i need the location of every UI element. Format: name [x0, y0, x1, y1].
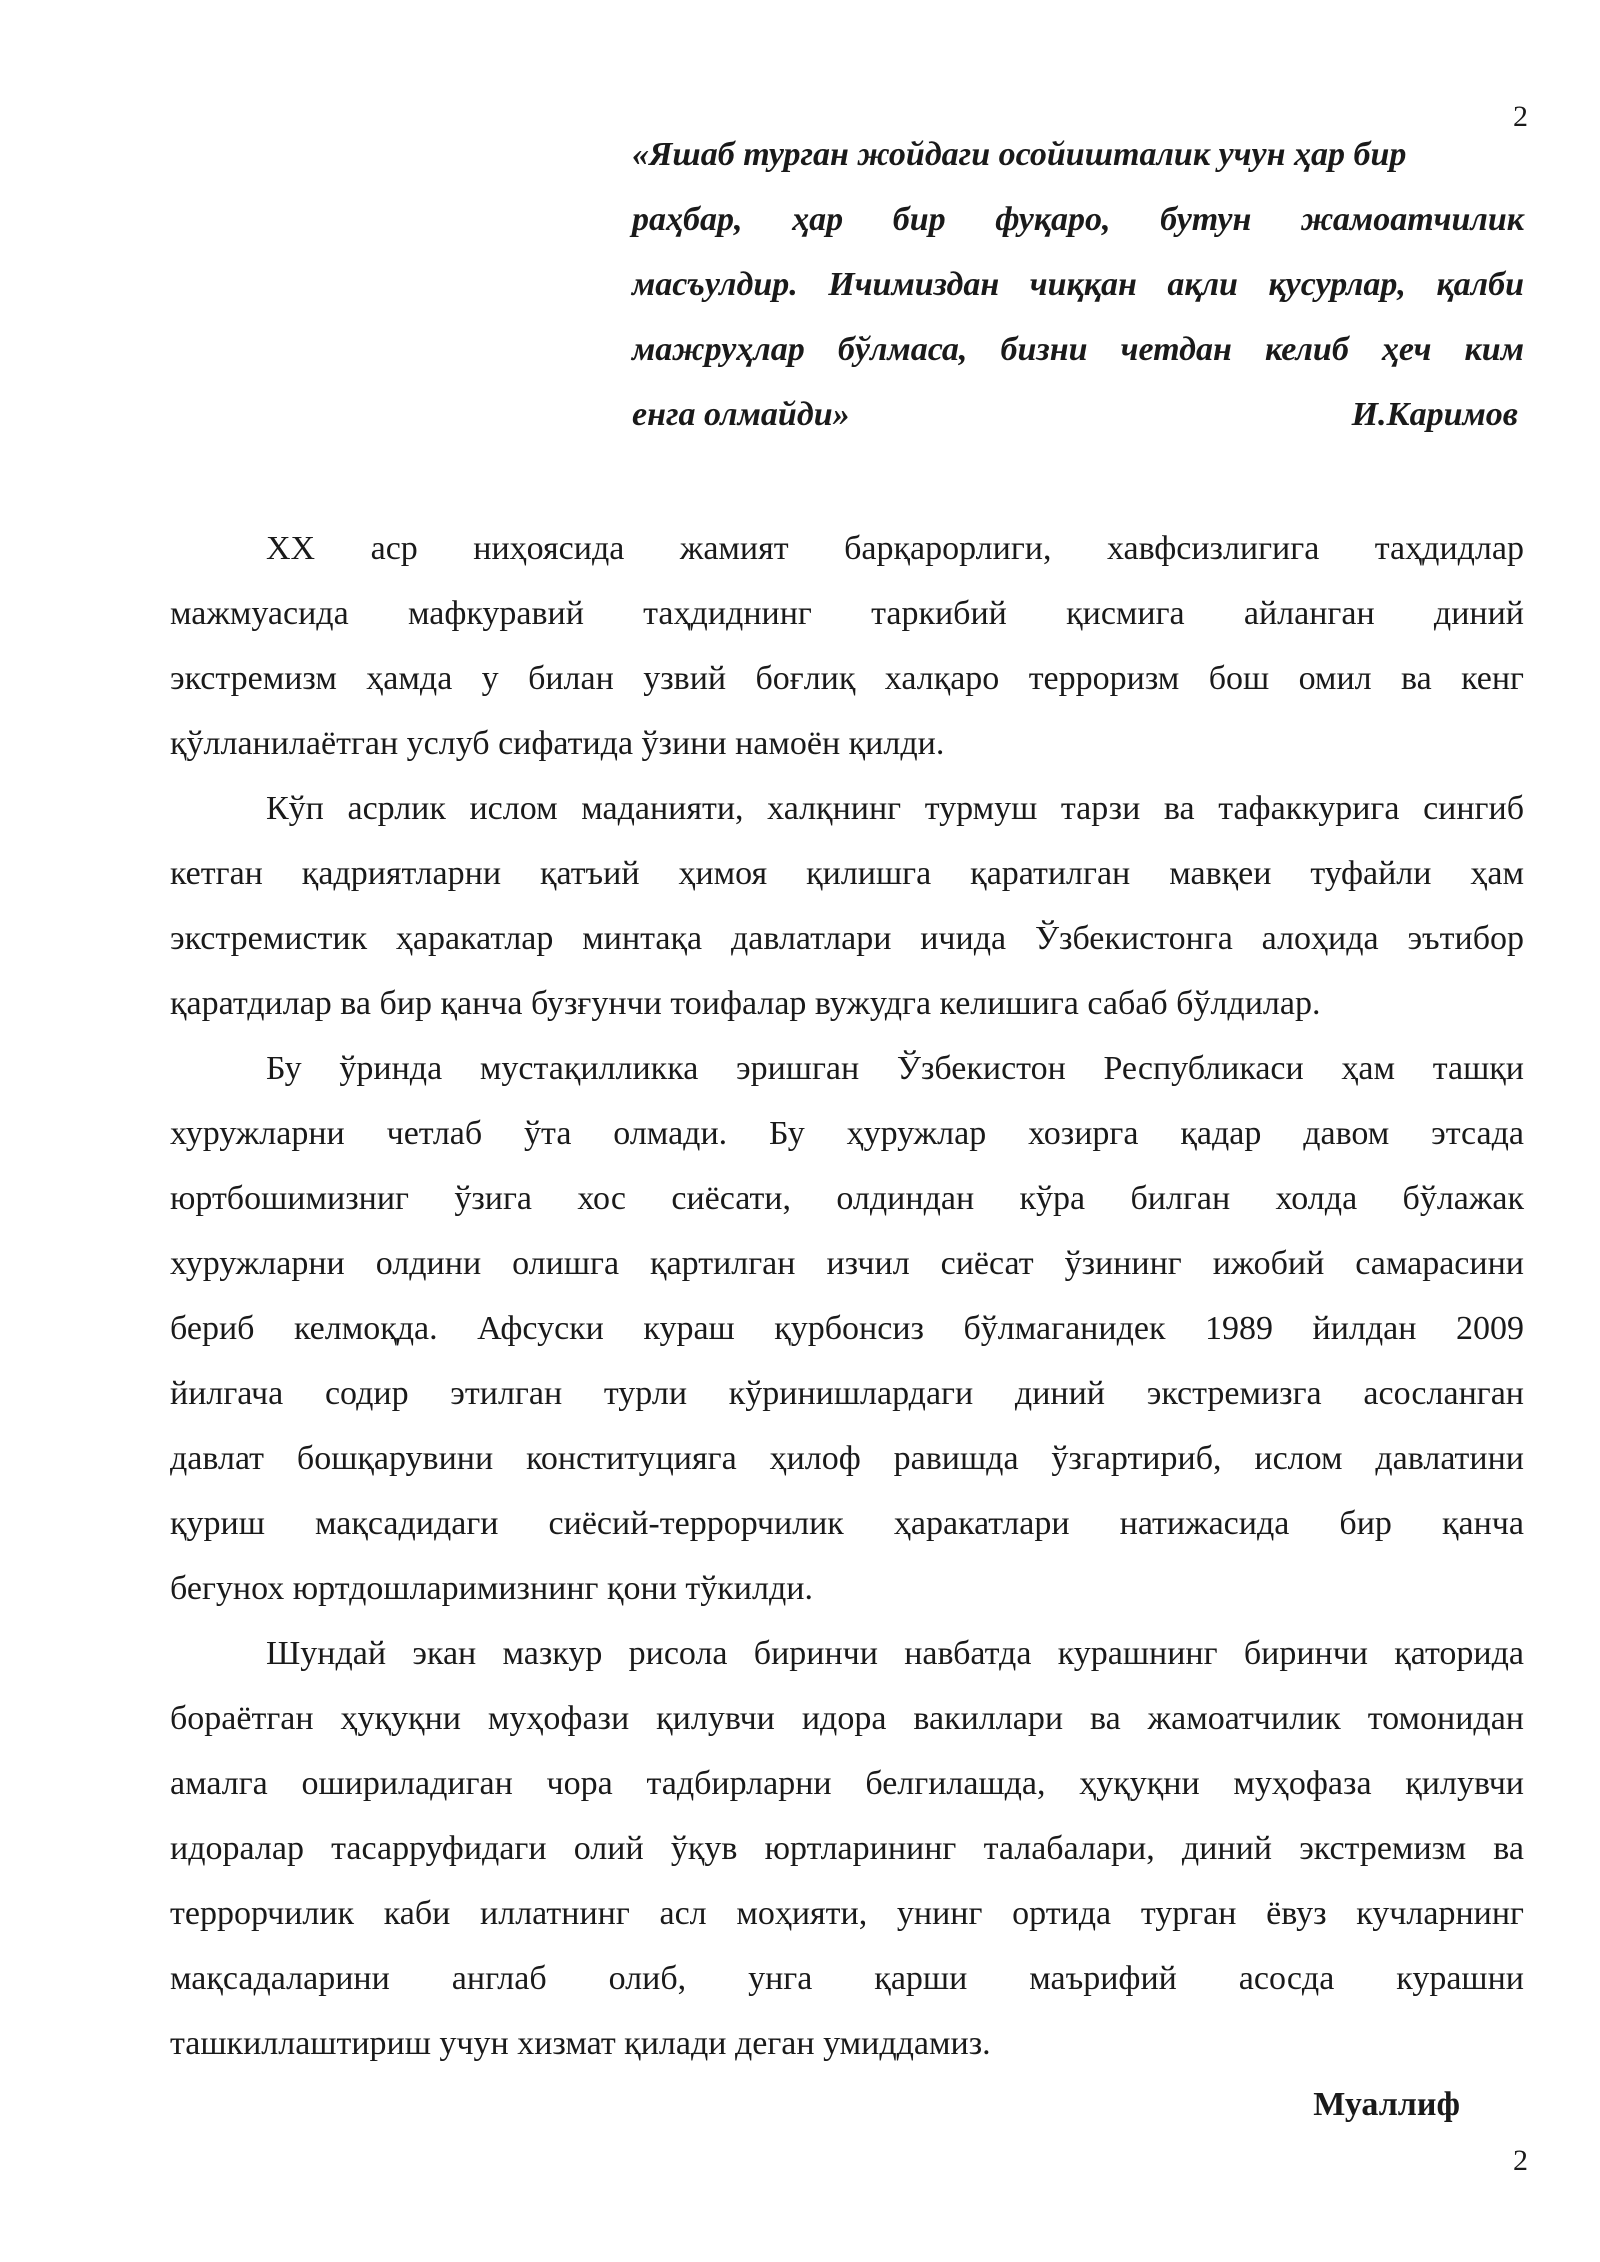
epigraph-line: «Яшаб турган жойдаги осойишталик учун ҳар бир — [632, 136, 1407, 173]
epigraph — [632, 122, 1524, 447]
epigraph-line: мажруҳлар бўлмаса, бизни четдан келиб ҳеч ким — [632, 331, 1524, 368]
text-line: хуружларни четлаб ўта олмади. Бу ҳуружлар хозирга қадар давом этсада — [170, 1115, 1524, 1152]
text-line: Бу ўринда мустақилликка эришган Ўзбекистон Республикаси ҳам ташқи — [266, 1050, 1524, 1087]
text-line: қаратдилар ва бир қанча бузғунчи тоифалар вужудга келишига сабаб бўлдилар. — [170, 985, 1321, 1022]
text-line: Кўп асрлик ислом маданияти, халқнинг турмуш тарзи ва тафаккурига сингиб — [266, 790, 1524, 827]
page-number-top: 2 — [1513, 100, 1528, 133]
text-line: экстремистик ҳаракатлар минтақа давлатлари ичида Ўзбекистонга алоҳида эътибор — [170, 920, 1524, 957]
text-line: бериб келмоқда. Афсуски кураш қурбонсиз бўлмаганидек 1989 йилдан 2009 — [170, 1310, 1524, 1347]
text-line: қуриш мақсадидаги сиёсий-террорчилик ҳаракатлари натижасида бир қанча — [170, 1505, 1524, 1542]
text-line: идоралар тасарруфидаги олий ўқув юртларининг талабалари, диний экстремизм ва — [170, 1830, 1524, 1867]
text-line: Шундай экан мазкур рисола биринчи навбатда курашнинг биринчи қаторида — [266, 1635, 1524, 1672]
epigraph-line: масъулдир. Ичимиздан чиққан ақли қусурлар, қалби — [632, 266, 1524, 303]
text-line: бораётган ҳуқуқни муҳофази қилувчи идора вакиллари ва жамоатчилик томонидан — [170, 1700, 1524, 1737]
epigraph-attribution: И.Каримов — [1351, 396, 1518, 433]
text-line: мажмуасида мафкуравий таҳдиднинг таркибий қисмига айланган диний — [170, 595, 1524, 632]
paragraph — [170, 1621, 1524, 2076]
paragraph — [170, 1036, 1524, 1621]
text-line: йилгача содир этилган турли кўринишлардаги диний экстремизга асосланган — [170, 1375, 1524, 1412]
text-line: XX аср ниҳоясида жамият барқарорлиги, хавфсизлигига таҳдидлар — [266, 530, 1524, 567]
text-line: мақсадаларини англаб олиб, унга қарши маърифий асосда курашни — [170, 1960, 1524, 1997]
author-signature: Муаллиф — [1313, 2086, 1460, 2123]
text-line: юртбошимизниг ўзига хос сиёсати, олдиндан кўра билган холда бўлажак — [170, 1180, 1524, 1217]
paragraph — [170, 516, 1524, 776]
text-line: давлат бошқарувини конституцияга ҳилоф равишда ўзгартириб, ислом давлатини — [170, 1440, 1524, 1477]
body-text — [170, 516, 1524, 2076]
epigraph-last-line — [632, 382, 1524, 447]
text-line: террорчилик каби иллатнинг асл моҳияти, унинг ортида турган ёвуз кучларнинг — [170, 1895, 1524, 1932]
paragraph — [170, 776, 1524, 1036]
page-number-bottom: 2 — [1513, 2144, 1528, 2177]
text-line: хуружларни олдини олишга қартилган изчил сиёсат ўзининг ижобий самарасини — [170, 1245, 1524, 1282]
text-line: кетган қадриятларни қатъий ҳимоя қилишга қаратилган мавқеи туфайли ҳам — [170, 855, 1524, 892]
text-line: қўлланилаётган услуб сифатида ўзини намоён қилди. — [170, 725, 945, 762]
text-line: экстремизм ҳамда у билан узвий боғлиқ халқаро терроризм бош омил ва кенг — [170, 660, 1524, 697]
epigraph-line: раҳбар, ҳар бир фуқаро, бутун жамоатчилик — [632, 201, 1524, 238]
text-line: бегунох юртдошларимизнинг қони тўкилди. — [170, 1570, 813, 1607]
text-line: ташкиллаштириш учун хизмат қилади деган умиддамиз. — [170, 2025, 991, 2062]
epigraph-line: енга олмайди» — [632, 396, 850, 433]
text-line: амалга ошириладиган чора тадбирларни белгилашда, ҳуқуқни муҳофаза қилувчи — [170, 1765, 1524, 1802]
